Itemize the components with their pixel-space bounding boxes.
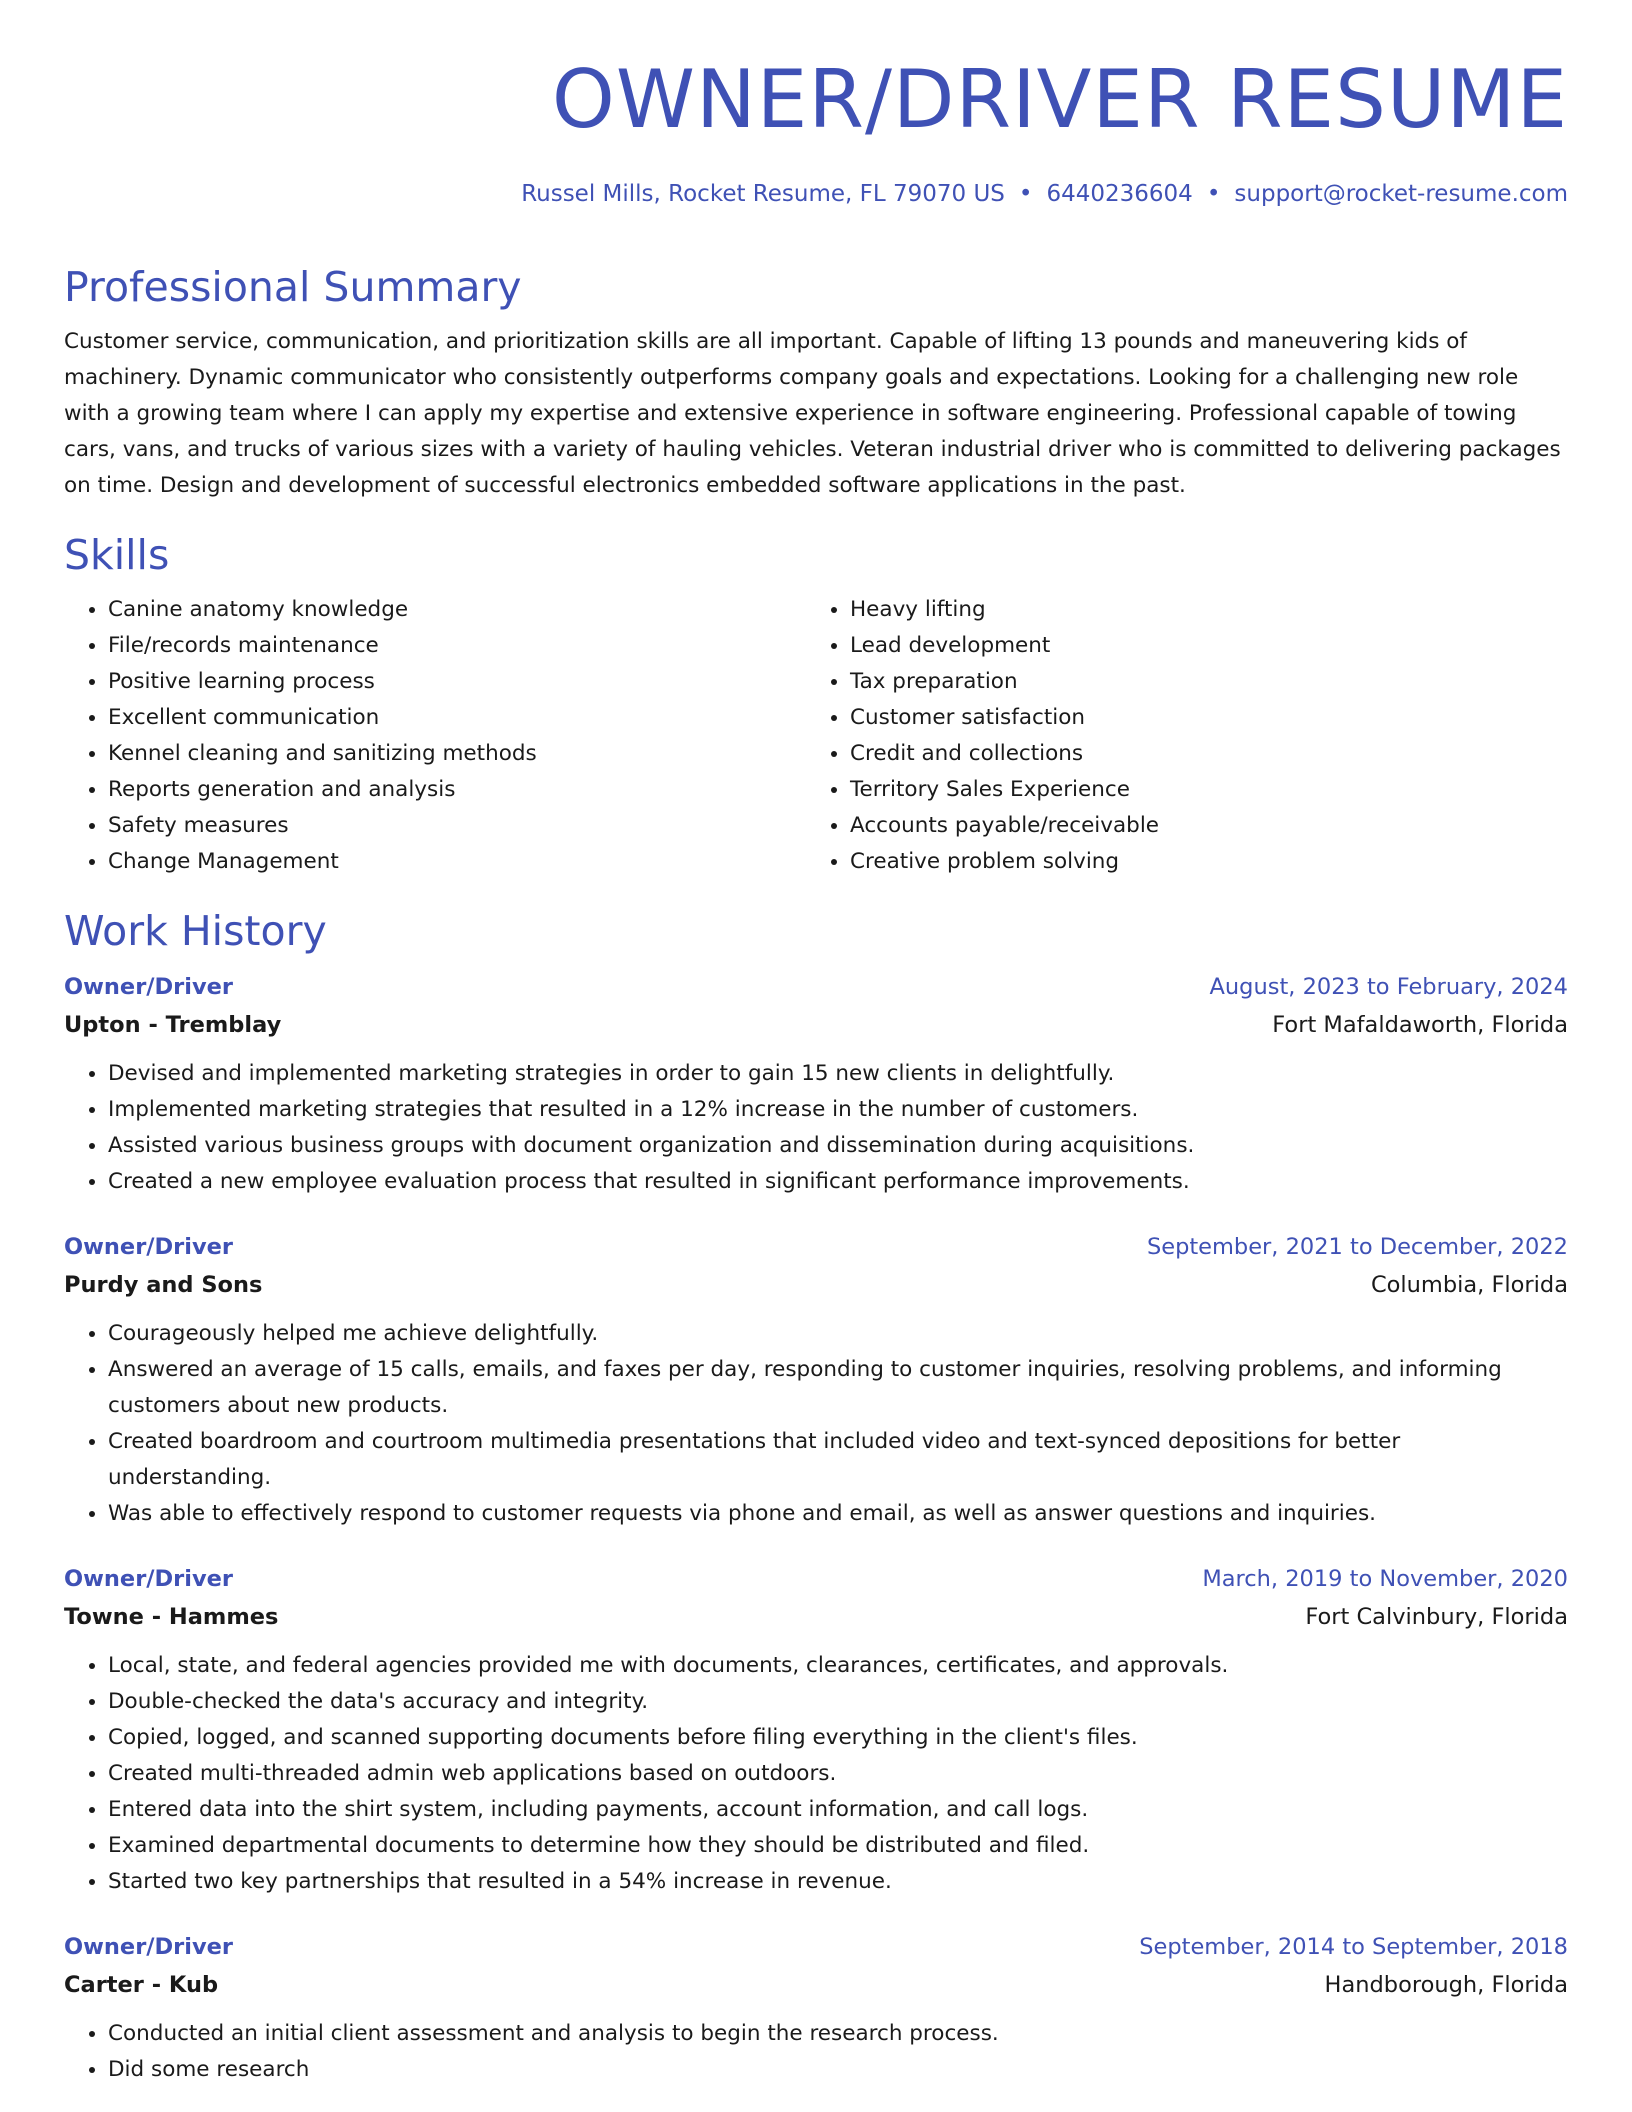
skills-section <box>64 530 1568 880</box>
job-bullet: • Entered data into the shirt system, including payments, account information, and call logs. <box>108 1792 1568 1828</box>
job-location: Fort Mafaldaworth, Florida <box>1272 1012 1568 1038</box>
contact-phone: 6440236604 <box>1046 181 1193 207</box>
skill-item: • Safety measures <box>108 808 806 844</box>
job-company: Carter - Kub <box>64 1972 219 1998</box>
job-company: Towne - Hammes <box>64 1604 279 1630</box>
job-header <box>64 1928 1568 1966</box>
skill-item: • Excellent communication <box>108 700 806 736</box>
job-subheader <box>64 1966 1568 2004</box>
job-location: Columbia, Florida <box>1370 1272 1568 1298</box>
work-history-heading: Work History <box>64 907 327 955</box>
skills-list-left <box>64 592 806 880</box>
job-bullet: • Courageously helped me achieve delightfully. <box>108 1316 1568 1352</box>
job-bullet: • Answered an average of 15 calls, emails, and faxes per day, responding to customer inquiries, resolving problems, and informing customers about new products. <box>108 1352 1568 1424</box>
job-bullet: • Created boardroom and courtroom multimedia presentations that included video and text-synced depositions for better understanding. <box>108 1424 1568 1496</box>
skill-item: • Positive learning process <box>108 664 806 700</box>
summary-heading: Professional Summary <box>64 263 522 311</box>
job-bullets <box>64 2016 1568 2088</box>
job-header <box>64 1228 1568 1266</box>
contact-email: support@rocket-resume.com <box>1234 181 1568 207</box>
skills-list-right <box>806 592 1548 880</box>
job-location: Handborough, Florida <box>1324 1972 1568 1998</box>
skill-item: • Tax preparation <box>850 664 1548 700</box>
skill-item: • Change Management <box>108 844 806 880</box>
skill-item: • Lead development <box>850 628 1548 664</box>
job-bullet: • Conducted an initial client assessment and analysis to begin the research process. <box>108 2016 1568 2052</box>
job-title: Owner/Driver <box>64 974 234 1000</box>
skill-item: • Heavy lifting <box>850 592 1548 628</box>
job-dates: September, 2014 to September, 2018 <box>1139 1934 1568 1960</box>
job-header <box>64 968 1568 1006</box>
skills-columns <box>64 592 1568 880</box>
job-bullet: • Created multi-threaded admin web applications based on outdoors. <box>108 1756 1568 1792</box>
job-bullet: • Was able to effectively respond to customer requests via phone and email, as well as answer questions and inquiries. <box>108 1496 1568 1532</box>
job-bullet: • Double-checked the data's accuracy and integrity. <box>108 1684 1568 1720</box>
contact-line <box>521 178 1568 210</box>
job-entry <box>64 968 1568 1200</box>
job-title: Owner/Driver <box>64 1934 234 1960</box>
job-bullet: • Started two key partnerships that resulted in a 54% increase in revenue. <box>108 1864 1568 1900</box>
job-entry <box>64 1228 1568 1532</box>
contact-address: Russel Mills, Rocket Resume, FL 79070 US <box>521 181 1005 207</box>
job-entry <box>64 1928 1568 2088</box>
job-bullets <box>64 1648 1568 1900</box>
skill-item: • File/records maintenance <box>108 628 806 664</box>
contact-separator: • <box>1206 181 1221 207</box>
job-bullets <box>64 1316 1568 1532</box>
resume-title: OWNER/DRIVER RESUME <box>551 53 1568 146</box>
summary-section <box>64 262 1568 504</box>
summary-text: Customer service, communication, and prioritization skills are all important. Capable of lifting 13 pounds and maneuvering kids of machinery. Dynamic communicator who consistently outperforms company goals and expectations. Looking for a challenging new role with a growing team where I can apply my expertise and extensive experience in software engineering. Professional capable of towing cars, vans, and trucks of various sizes with a variety of hauling vehicles. Veteran industrial driver who is committed to delivering packages on time. Design and development of successful electronics embedded software applications in the past. <box>64 329 1561 498</box>
job-dates: September, 2021 to December, 2022 <box>1146 1234 1568 1260</box>
skill-item: • Accounts payable/receivable <box>850 808 1548 844</box>
job-bullet: • Implemented marketing strategies that resulted in a 12% increase in the number of customers. <box>108 1092 1568 1128</box>
job-bullet: • Assisted various business groups with document organization and dissemination during acquisitions. <box>108 1128 1568 1164</box>
job-title: Owner/Driver <box>64 1234 234 1260</box>
job-bullet: • Did some research <box>108 2052 1568 2088</box>
job-subheader <box>64 1006 1568 1044</box>
job-dates: March, 2019 to November, 2020 <box>1202 1566 1568 1592</box>
job-company: Upton - Tremblay <box>64 1012 282 1038</box>
skill-item: • Kennel cleaning and sanitizing methods <box>108 736 806 772</box>
job-bullet: • Local, state, and federal agencies provided me with documents, clearances, certificates, and approvals. <box>108 1648 1568 1684</box>
job-bullet: • Copied, logged, and scanned supporting documents before filing everything in the client's files. <box>108 1720 1568 1756</box>
skills-heading: Skills <box>64 531 170 579</box>
skill-item: • Canine anatomy knowledge <box>108 592 806 628</box>
job-bullets <box>64 1056 1568 1200</box>
job-subheader <box>64 1266 1568 1304</box>
job-bullet: • Examined departmental documents to determine how they should be distributed and filed. <box>108 1828 1568 1864</box>
contact-separator: • <box>1018 181 1033 207</box>
work-history-section <box>64 906 1568 2088</box>
job-subheader <box>64 1598 1568 1636</box>
skill-item: • Reports generation and analysis <box>108 772 806 808</box>
job-company: Purdy and Sons <box>64 1272 263 1298</box>
job-header <box>64 1560 1568 1598</box>
job-entry <box>64 1560 1568 1900</box>
skill-item: • Creative problem solving <box>850 844 1548 880</box>
job-bullet: • Created a new employee evaluation process that resulted in significant performance improvements. <box>108 1164 1568 1200</box>
skill-item: • Territory Sales Experience <box>850 772 1548 808</box>
job-title: Owner/Driver <box>64 1566 234 1592</box>
job-dates: August, 2023 to February, 2024 <box>1209 974 1568 1000</box>
job-location: Fort Calvinbury, Florida <box>1305 1604 1568 1630</box>
skill-item: • Credit and collections <box>850 736 1548 772</box>
skill-item: • Customer satisfaction <box>850 700 1548 736</box>
job-bullet: • Devised and implemented marketing strategies in order to gain 15 new clients in delightfully. <box>108 1056 1568 1092</box>
